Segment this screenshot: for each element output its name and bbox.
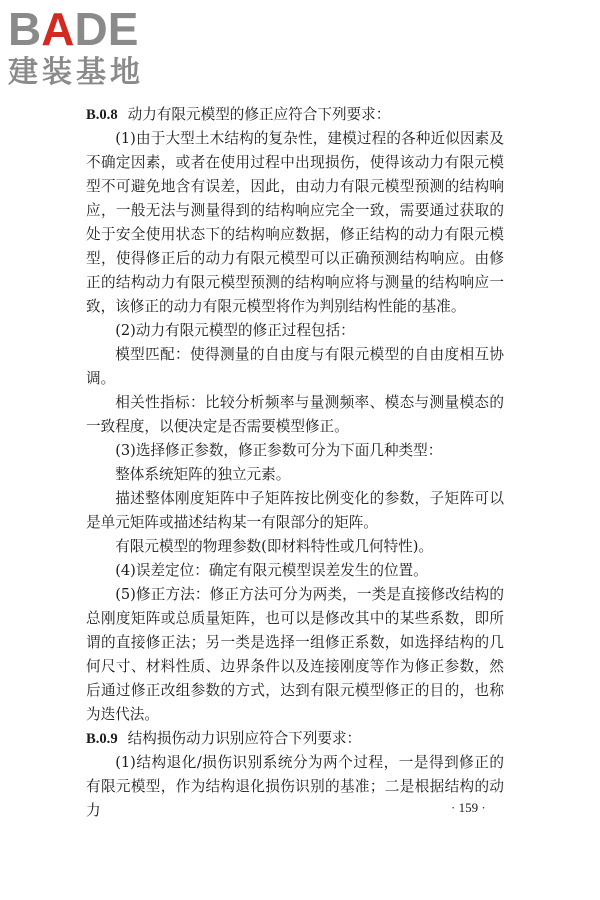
section-number: B.0.8 [86, 107, 118, 123]
bade-logo [8, 3, 178, 96]
paragraph: (1)结构退化/损伤识别系统分为两个过程，一是得到修正的有限元模型，作为结构退化损伤识别的基准；二是根据结构的动力 [86, 754, 504, 819]
paragraph: (2)动力有限元模型的修正过程包括： [115, 322, 355, 339]
paragraph: 模型匹配：使得测量的自由度与有限元模型的自由度相互协调。 [86, 346, 504, 387]
paragraph: 相关性指标：比较分析频率与量测频率、模态与测量模态的一致程度，以便决定是否需要模型修正。 [86, 394, 504, 435]
section-heading-b09 [86, 727, 504, 751]
paragraph: (4)误差定位：确定有限元模型误差发生的位置。 [115, 562, 428, 579]
paragraph: 整体系统矩阵的独立元素。 [115, 466, 291, 483]
section-title: 结构损伤动力识别应符合下列要求： [127, 730, 362, 747]
section-heading-b08 [86, 103, 504, 127]
page-number: · 159 · [451, 800, 486, 815]
logo-subtitle: 建装基地 [8, 55, 144, 90]
logo-letter-b: B [8, 3, 42, 55]
paragraph: 描述整体刚度矩阵中子矩阵按比例变化的参数，子矩阵可以是单元矩阵或描述结构某一有限部分的矩阵。 [86, 490, 504, 531]
paragraph: (1)由于大型土木结构的复杂性，建模过程的各种近似因素及不确定因素，或者在使用过程中出现损伤，使得该动力有限元模型不可避免地含有误差，因此，由动力有限元模型预测的结构响应，一般无法与测量得到的结构响应完全一致，需要通过获取的处于安全使用状态下的结构响应数据，修正结构的动力有限元模型，使得修正后的动力有限元模型可以正确预测结构响应。由修正的结构动力有限元模型预测的结构响应将与测量的结构响应一致，该修正的动力有限元模型将作为判别结构性能的基准。 [86, 130, 504, 315]
logo-letters-de: DE [74, 3, 139, 55]
page-body [86, 103, 504, 823]
paragraph: (5)修正方法：修正方法可分为两类，一类是直接修改结构的总刚度矩阵或总质量矩阵，也可以是修改其中的某些系数，即所谓的直接修正法；另一类是选择一组修正系数，如选择结构的几何尺寸、材料性质、边界条件以及连接刚度等作为修正参数，然后通过修正改组参数的方式，达到有限元模型修正的目的，也称为迭代法。 [86, 586, 504, 723]
logo-letter-a: A [41, 3, 75, 55]
section-title: 动力有限元模型的修正应符合下列要求： [127, 106, 391, 123]
paragraph: 有限元模型的物理参数(即材料特性或几何特性)。 [115, 538, 434, 555]
logo-wordmark [8, 3, 178, 55]
paragraph: (3)选择修正参数，修正参数可分为下面几种类型： [115, 442, 443, 459]
section-number: B.0.9 [86, 731, 118, 747]
